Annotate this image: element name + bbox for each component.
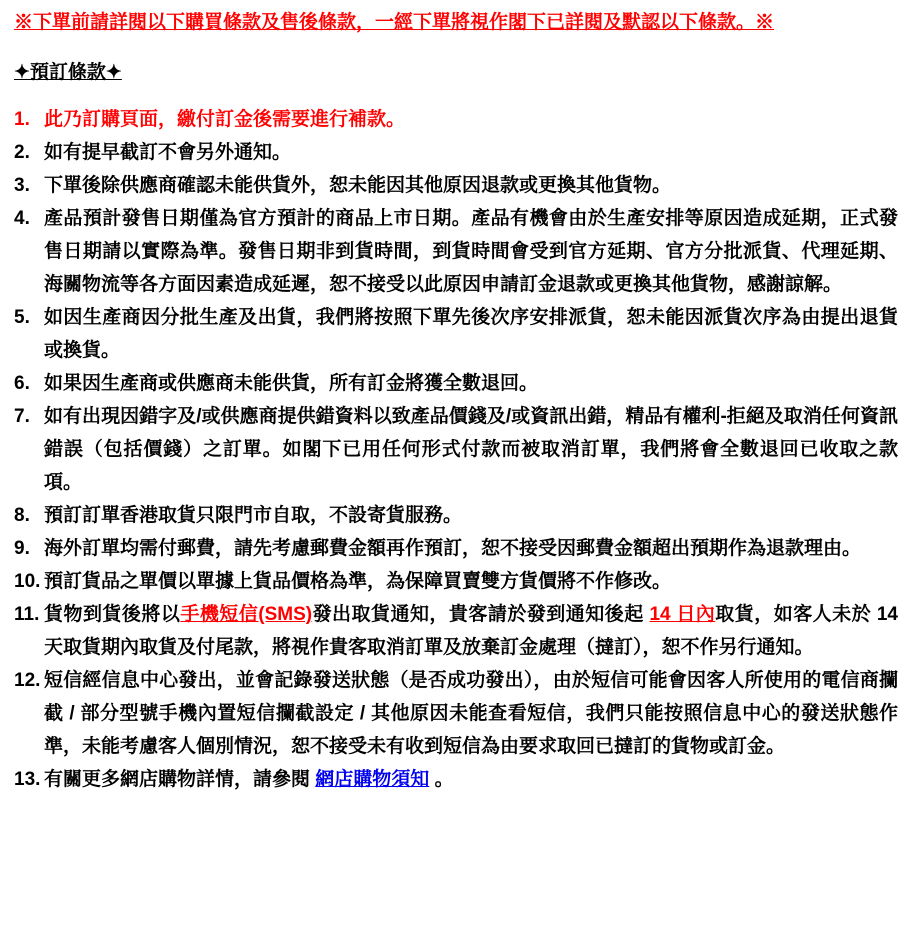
term-item-1 bbox=[14, 103, 898, 136]
text-segment: 取貨，如客人未於 14 天取貨期內取貨及付尾款，將視作貴客取消訂單及放棄訂金處理（撻訂），恕不作另行通知。 bbox=[44, 604, 898, 658]
term-text: 海外訂單均需付郵費，請先考慮郵費金額再作預訂，恕不接受因郵費金額超出預期作為退款理由。 bbox=[44, 538, 862, 559]
section-heading-preorder-terms: ✦預訂條款✦ bbox=[14, 62, 122, 83]
term-item-12 bbox=[14, 664, 898, 763]
term-number: 13. bbox=[14, 769, 41, 790]
term-text: 預訂訂單香港取貨只限門市自取，不設寄貨服務。 bbox=[44, 505, 463, 526]
term-item-6 bbox=[14, 367, 898, 400]
term-number: 11. bbox=[14, 604, 40, 625]
term-text: 預訂貨品之單價以單據上貨品價格為準，為保障買賣雙方貨價將不作修改。 bbox=[44, 571, 672, 592]
term-number: 2. bbox=[14, 142, 30, 163]
term-text: 短信經信息中心發出，並會記錄發送狀態（是否成功發出），由於短信可能會因客人所使用的電信商攔截 / 部分型號手機內置短信攔截設定 / 其他原因未能查看短信，我們只能按照信息中心的發送狀態作準，未能考慮客人個別情況，恕不接受未有收到短信為由要求取回已撻訂的貨物或訂金。 bbox=[44, 670, 898, 757]
term-item-7 bbox=[14, 400, 898, 499]
term-number: 7. bbox=[14, 406, 30, 427]
term-number: 3. bbox=[14, 175, 30, 196]
term-number: 6. bbox=[14, 373, 30, 394]
term-item-8 bbox=[14, 499, 898, 532]
term-text: 如果因生產商或供應商未能供貨，所有訂金將獲全數退回。 bbox=[44, 373, 539, 394]
text-segment: 有關更多網店購物詳情，請參閱 bbox=[44, 769, 316, 790]
term-text: 如有出現因錯字及/或供應商提供錯資料以致產品價錢及/或資訊出錯，精品有權利-拒絕及取消任何資訊錯誤（包括價錢）之訂單。如閣下已用任何形式付款而被取消訂單，我們將會全數退回已收取之款項。 bbox=[44, 406, 898, 493]
term-text: 此乃訂購頁面，繳付訂金後需要進行補款。 bbox=[44, 109, 406, 130]
text-segment: 貨物到貨後將以 bbox=[44, 604, 181, 625]
term-item-5 bbox=[14, 301, 898, 367]
term-item-9 bbox=[14, 532, 898, 565]
term-item-11 bbox=[14, 598, 898, 664]
sms-emphasis: 手機短信(SMS) bbox=[180, 604, 313, 625]
text-segment: 。 bbox=[429, 769, 454, 790]
page-title: ※下單前請詳閱以下購買條款及售後條款，一經下單將視作閣下已詳閱及默認以下條款。※ bbox=[14, 12, 775, 33]
term-number: 8. bbox=[14, 505, 30, 526]
term-item-2 bbox=[14, 136, 898, 169]
term-number: 1. bbox=[14, 109, 30, 130]
term-item-10 bbox=[14, 565, 898, 598]
term-number: 12. bbox=[14, 670, 41, 691]
term-text bbox=[44, 598, 898, 664]
term-number: 4. bbox=[14, 208, 30, 229]
term-text bbox=[44, 763, 898, 796]
term-text: 如有提早截訂不會另外通知。 bbox=[44, 142, 292, 163]
text-segment: 發出取貨通知，貴客請於發到通知後起 bbox=[312, 604, 650, 625]
term-item-4 bbox=[14, 202, 898, 301]
term-number: 5. bbox=[14, 307, 30, 328]
term-item-3 bbox=[14, 169, 898, 202]
pickup-days-emphasis: 14 日內 bbox=[649, 604, 716, 625]
term-text: 如因生產商因分批生產及出貨，我們將按照下單先後次序安排派貨，恕未能因派貨次序為由提出退貨或換貨。 bbox=[44, 307, 898, 361]
term-text: 產品預計發售日期僅為官方預計的商品上市日期。產品有機會由於生產安排等原因造成延期，正式發售日期請以實際為準。發售日期非到貨時間，到貨時間會受到官方延期、官方分批派貨、代理延期、海關物流等各方面因素造成延遲，恕不接受以此原因申請訂金退款或更換其他貨物，感謝諒解。 bbox=[44, 208, 898, 295]
terms-list bbox=[14, 103, 898, 796]
term-text: 下單後除供應商確認未能供貨外，恕未能因其他原因退款或更換其他貨物。 bbox=[44, 175, 672, 196]
term-number: 9. bbox=[14, 538, 30, 559]
term-item-13 bbox=[14, 763, 898, 796]
shop-guide-link[interactable]: 網店購物須知 bbox=[315, 769, 430, 790]
term-number: 10. bbox=[14, 571, 41, 592]
